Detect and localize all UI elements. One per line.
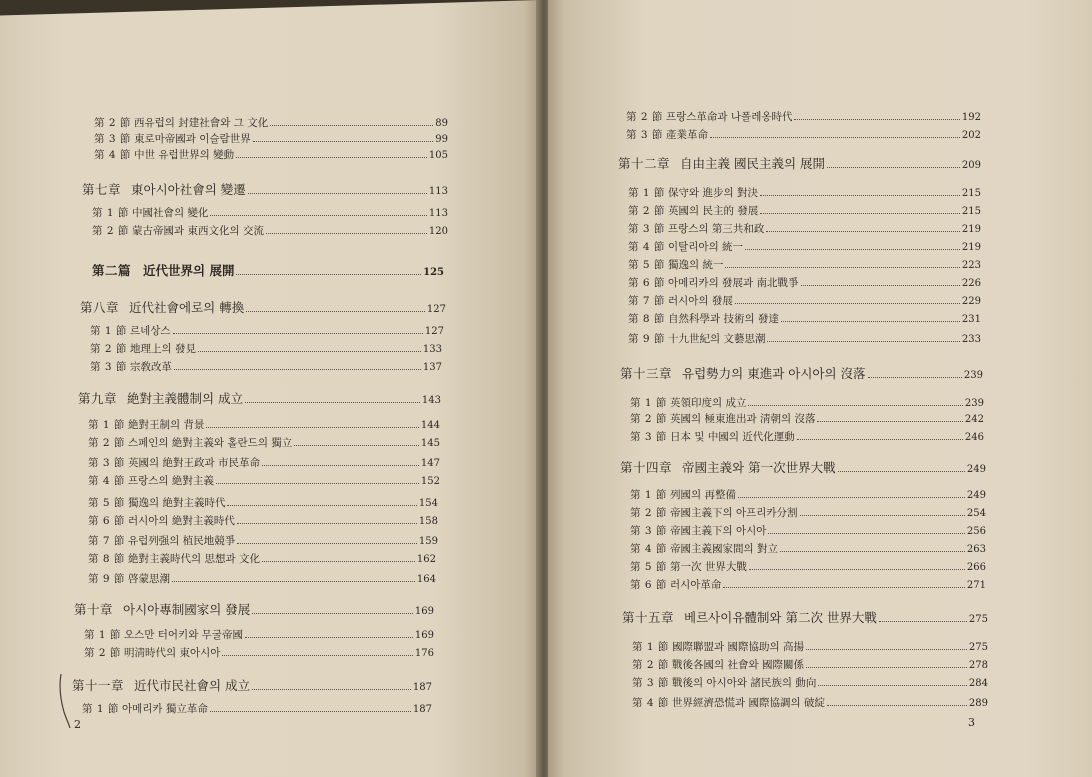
toc-entry-page: 229 [961, 296, 981, 307]
toc-entry-page: 289 [968, 698, 988, 709]
toc-entry-page: 105 [428, 150, 448, 161]
toc-entry-page: 159 [418, 536, 438, 547]
toc-entry-page: 246 [964, 432, 984, 443]
toc-entry-number: 第 4 節 [632, 697, 669, 709]
toc-entry-number: 第 4 節 [628, 241, 665, 253]
toc-entry-title: 아시아專制國家의 發展 [123, 602, 251, 617]
toc-section-entry [632, 696, 988, 711]
toc-entry-title: 蒙古帝國과 東西文化의 交流 [132, 225, 264, 237]
toc-entry-number: 第 6 節 [630, 579, 667, 591]
toc-section-entry [626, 128, 981, 143]
toc-entry-page: 144 [420, 420, 440, 431]
toc-entry-page: 133 [422, 344, 442, 355]
dot-leader [245, 629, 413, 638]
dot-leader [710, 129, 960, 138]
toc-entry-page: 164 [416, 574, 436, 585]
dot-leader [222, 647, 412, 656]
toc-entry-title: 러시아의 發展 [668, 295, 733, 307]
right-page-number: 3 [968, 716, 975, 729]
toc-section-entry [88, 534, 438, 549]
dot-leader [206, 419, 418, 428]
toc-entry-number: 第七章 [82, 182, 122, 197]
toc-entry-page: 226 [961, 278, 981, 289]
dot-leader [237, 535, 417, 544]
left-page-number: 2 [74, 718, 81, 731]
dot-leader [745, 241, 960, 250]
toc-entry-page: 209 [961, 160, 981, 171]
toc-entry-page: 266 [966, 562, 986, 573]
toc-section-entry [94, 116, 448, 131]
toc-entry-page: 284 [968, 678, 988, 689]
toc-entry-page: 231 [961, 314, 981, 325]
toc-section-entry [630, 396, 984, 411]
toc-entry-page: 99 [435, 134, 448, 145]
toc-section-entry [630, 430, 984, 445]
toc-section-entry [92, 224, 448, 239]
toc-entry-number: 第 3 節 [88, 457, 125, 469]
toc-entry-number: 第 7 節 [88, 535, 125, 547]
dot-leader [806, 641, 967, 650]
toc-entry-page: 192 [961, 112, 981, 123]
toc-section-entry [628, 332, 981, 347]
toc-entry-title: 絶對王制의 背景 [128, 419, 205, 431]
toc-entry-number: 第 2 節 [630, 413, 667, 425]
dot-leader [818, 677, 967, 686]
dot-leader [768, 525, 964, 534]
toc-section-entry [626, 110, 981, 125]
toc-entry-page: 113 [428, 208, 448, 219]
toc-section-entry [88, 496, 438, 511]
toc-section-entry [82, 702, 432, 717]
toc-section-entry [628, 186, 981, 201]
toc-entry-title: 오스만 터어키와 무굴帝國 [124, 629, 243, 641]
toc-entry-title: 宗敎改革 [130, 361, 172, 373]
dot-leader [253, 133, 434, 142]
dot-leader [838, 463, 965, 472]
toc-entry-page: 275 [968, 614, 988, 625]
toc-section-entry [628, 312, 981, 327]
toc-entry-title: 中世 유럽世界의 變動 [134, 149, 235, 161]
toc-section-entry [628, 204, 981, 219]
toc-entry-title: 東로마帝國과 이슬람世界 [134, 133, 251, 145]
toc-section-entry [628, 240, 981, 255]
toc-entry-number: 第 2 節 [84, 647, 121, 659]
toc-entry-title: 英國의 絶對王政과 市民革命 [128, 457, 260, 469]
toc-entry-page: 152 [420, 476, 440, 487]
toc-entry-number: 第 3 節 [90, 361, 127, 373]
toc-entry-page: 242 [964, 414, 984, 425]
toc-chapter-entry [620, 460, 986, 478]
toc-section-entry [628, 258, 981, 273]
toc-entry-number: 第 1 節 [630, 489, 667, 501]
toc-section-entry [94, 148, 448, 163]
toc-entry-title: 世界經濟恐慌과 國際協調의 破綻 [672, 697, 825, 709]
toc-entry-page: 271 [966, 580, 986, 591]
toc-chapter-entry [620, 366, 983, 384]
toc-section-entry [92, 206, 448, 221]
toc-entry-number: 第九章 [78, 391, 118, 406]
dot-leader [760, 187, 960, 196]
toc-section-entry [88, 418, 440, 433]
toc-entry-number: 第 7 節 [628, 295, 665, 307]
toc-entry-title: 絶對主義時代의 思想과 文化 [128, 553, 260, 565]
toc-entry-title: 帝國主義下의 아시아 [670, 525, 767, 537]
toc-section-entry [84, 646, 434, 661]
dot-leader [725, 259, 959, 268]
dot-leader [738, 489, 965, 498]
toc-section-entry [90, 360, 442, 375]
toc-entry-title: 啓蒙思潮 [128, 573, 170, 585]
dot-leader [262, 553, 415, 562]
toc-entry-page: 202 [961, 130, 981, 141]
toc-entry-title: 아메리카의 發展과 南北戰爭 [668, 277, 799, 289]
dot-leader [749, 561, 965, 570]
toc-section-entry [630, 560, 986, 575]
toc-entry-number: 第 8 節 [628, 313, 665, 325]
toc-entry-number: 第 4 節 [88, 475, 125, 487]
toc-entry-number: 第 2 節 [90, 343, 127, 355]
toc-entry-title: 아메리카 獨立革命 [122, 703, 208, 715]
toc-entry-page: 256 [966, 526, 986, 537]
dot-leader [246, 303, 425, 312]
toc-entry-title: 東아시아社會의 變遷 [131, 182, 246, 197]
toc-entry-number: 第 1 節 [84, 629, 121, 641]
toc-entry-title: 이탈리아의 統一 [668, 241, 744, 253]
toc-chapter-entry [622, 610, 988, 628]
toc-entry-number: 第 2 節 [626, 111, 663, 123]
toc-chapter-entry [80, 300, 446, 318]
toc-entry-number: 第 3 節 [626, 129, 663, 141]
toc-entry-title: 르네상스 [130, 325, 171, 337]
toc-entry-number: 第 2 節 [92, 225, 129, 237]
toc-entry-title: 프랑스의 第三共和政 [668, 223, 765, 235]
toc-section-entry [630, 542, 986, 557]
toc-entry-number: 第十二章 [618, 156, 671, 171]
toc-section-entry [630, 506, 986, 521]
toc-chapter-entry [74, 602, 434, 620]
toc-entry-title: 러시아革命 [670, 579, 722, 591]
toc-chapter-entry [72, 678, 432, 696]
toc-entry-page: 275 [968, 642, 988, 653]
toc-section-entry [632, 658, 988, 673]
toc-entry-page: 249 [966, 490, 986, 501]
dot-leader [766, 223, 959, 232]
toc-entry-page: 239 [964, 398, 984, 409]
dot-leader [210, 207, 426, 216]
dot-leader [801, 277, 960, 286]
toc-entry-number: 第 1 節 [632, 641, 669, 653]
toc-entry-title: 獨逸의 統一 [668, 259, 724, 271]
toc-chapter-entry [78, 391, 441, 409]
dot-leader [210, 703, 411, 712]
toc-entry-number: 第 3 節 [632, 677, 669, 689]
toc-entry-title: 戰後의 아시아와 諸民族의 動向 [672, 677, 817, 689]
toc-entry-page: 219 [961, 242, 981, 253]
toc-entry-number: 第 6 節 [628, 277, 665, 289]
dot-leader [236, 266, 421, 275]
toc-entry-title: 러시아의 絶對主義時代 [128, 515, 235, 527]
toc-entry-title: 列國의 再整備 [670, 489, 736, 501]
dot-leader [735, 295, 960, 304]
toc-entry-page: 162 [416, 554, 436, 565]
toc-entry-title: 中國社會의 變化 [132, 207, 209, 219]
toc-section-entry [632, 640, 988, 655]
toc-entry-title: 유럽列强의 植民地競爭 [128, 535, 236, 547]
toc-entry-page: 125 [423, 267, 444, 278]
toc-chapter-entry [618, 156, 981, 174]
pencil-mark [58, 672, 72, 730]
toc-section-entry [88, 474, 440, 489]
toc-section-entry [632, 676, 988, 691]
toc-section-entry [88, 436, 440, 451]
toc-entry-page: 176 [414, 648, 434, 659]
toc-entry-title: 近代世界의 展開 [143, 263, 235, 278]
toc-entry-number: 第 1 節 [92, 207, 129, 219]
toc-section-entry [628, 294, 981, 309]
toc-entry-number: 第 1 節 [88, 419, 125, 431]
toc-entry-title: 國際聯盟과 國際協助의 高揚 [672, 641, 804, 653]
toc-entry-number: 第八章 [80, 300, 120, 315]
toc-entry-page: 219 [961, 224, 981, 235]
toc-section-entry [628, 222, 981, 237]
toc-entry-number: 第 2 節 [628, 205, 665, 217]
toc-entry-number: 第 2 節 [632, 659, 669, 671]
toc-entry-number: 第 9 節 [88, 573, 125, 585]
toc-entry-page: 145 [420, 438, 440, 449]
toc-section-entry [630, 412, 984, 427]
toc-entry-title: 英領印度의 成立 [670, 397, 747, 409]
dot-leader [248, 185, 427, 194]
toc-entry-number: 第 4 節 [94, 149, 131, 161]
toc-entry-page: 215 [961, 188, 981, 199]
dot-leader [227, 497, 416, 506]
toc-entry-number: 第十一章 [72, 678, 125, 693]
toc-section-entry [84, 628, 434, 643]
toc-entry-title: 近代市民社會의 成立 [134, 678, 251, 693]
toc-entry-title: 保守와 進步의 對決 [668, 187, 758, 199]
toc-entry-page: 169 [414, 630, 434, 641]
toc-entry-page: 223 [961, 260, 981, 271]
dot-leader [174, 361, 421, 370]
toc-section-entry [94, 132, 448, 147]
toc-entry-title: 英國의 民主的 發展 [668, 205, 759, 217]
toc-entry-page: 249 [966, 464, 986, 475]
toc-entry-title: 베르사이유體制와 第二次 世界大戰 [684, 610, 877, 625]
toc-entry-page: 169 [414, 606, 434, 617]
dot-leader [236, 149, 427, 158]
toc-entry-page: 187 [412, 704, 432, 715]
toc-entry-page: 233 [961, 334, 981, 345]
toc-section-entry [88, 456, 440, 471]
toc-section-entry [88, 552, 436, 567]
toc-entry-page: 137 [422, 362, 442, 373]
toc-entry-number: 第 3 節 [94, 133, 131, 145]
dot-leader [868, 369, 962, 378]
toc-section-entry [630, 524, 986, 539]
toc-entry-number: 第 3 節 [630, 431, 667, 443]
toc-entry-page: 158 [418, 516, 438, 527]
dot-leader [723, 579, 964, 588]
toc-entry-number: 第 3 節 [630, 525, 667, 537]
dot-leader [252, 681, 411, 690]
dot-leader [294, 437, 419, 446]
toc-section-entry [628, 276, 981, 291]
toc-entry-number: 第 9 節 [628, 333, 665, 345]
toc-entry-page: 89 [435, 118, 448, 129]
toc-entry-number: 第 5 節 [88, 497, 125, 509]
toc-entry-page: 187 [412, 682, 432, 693]
toc-entry-number: 第 5 節 [630, 561, 667, 573]
toc-chapter-entry [82, 182, 448, 200]
toc-entry-title: 유럽勢力의 東進과 아시아의 沒落 [682, 366, 866, 381]
toc-section-entry [630, 488, 986, 503]
dot-leader [827, 697, 967, 706]
toc-entry-title: 스페인의 絶對主義와 홀란드의 獨立 [128, 437, 293, 449]
dot-leader [262, 457, 419, 466]
toc-entry-number: 第 8 節 [88, 553, 125, 565]
dot-leader [237, 515, 417, 524]
dot-leader [270, 117, 433, 126]
toc-entry-page: 215 [961, 206, 981, 217]
dot-leader [245, 394, 420, 403]
dot-leader [748, 397, 962, 406]
toc-section-entry [90, 324, 444, 339]
toc-entry-number: 第十五章 [622, 610, 675, 625]
toc-entry-number: 第 2 節 [630, 507, 667, 519]
dot-leader [794, 111, 959, 120]
dot-leader [800, 507, 965, 516]
dot-leader [252, 605, 413, 614]
toc-entry-page: 127 [424, 326, 444, 337]
toc-entry-title: 帝國主義下의 아프리카分割 [670, 507, 798, 519]
toc-entry-number: 第 6 節 [88, 515, 125, 527]
toc-entry-page: 278 [968, 660, 988, 671]
toc-entry-title: 明淸時代의 東아시아 [124, 647, 221, 659]
toc-entry-number: 第 5 節 [628, 259, 665, 271]
toc-entry-title: 十九世紀의 文藝思潮 [668, 333, 766, 345]
toc-entry-number: 第 2 節 [88, 437, 125, 449]
toc-entry-title: 帝國主義國家間의 對立 [670, 543, 778, 555]
toc-entry-number: 第 1 節 [90, 325, 127, 337]
toc-part-entry [92, 264, 444, 280]
toc-entry-title: 戰後各國의 社會와 國際關係 [672, 659, 804, 671]
toc-entry-page: 147 [420, 458, 440, 469]
toc-entry-title: 獨逸의 絶對主義時代 [128, 497, 226, 509]
toc-entry-title: 自由主義 國民主義의 展開 [680, 156, 826, 171]
toc-section-entry [88, 572, 436, 587]
toc-entry-number: 第十三章 [620, 366, 673, 381]
toc-entry-title: 英國의 極東進出과 淸朝의 沒落 [670, 413, 816, 425]
toc-section-entry [90, 342, 442, 357]
toc-entry-number: 第 1 節 [82, 703, 119, 715]
toc-section-entry [630, 578, 986, 593]
dot-leader [780, 543, 965, 552]
dot-leader [172, 573, 415, 582]
dot-leader [781, 313, 960, 322]
toc-entry-page: 127 [426, 304, 446, 315]
dot-leader [216, 475, 419, 484]
dot-leader [198, 343, 421, 352]
toc-entry-page: 120 [428, 226, 448, 237]
dot-leader [173, 325, 423, 334]
toc-entry-title: 프랑스革命과 나폴레옹時代 [666, 111, 793, 123]
toc-entry-number: 第 1 節 [630, 397, 667, 409]
dot-leader [817, 413, 962, 422]
toc-entry-page: 154 [418, 498, 438, 509]
toc-entry-page: 113 [428, 186, 448, 197]
toc-entry-title: 西유럽의 封建社會와 그 文化 [134, 117, 269, 129]
dot-leader [266, 225, 427, 234]
toc-entry-title: 帝國主義와 第一次世界大戰 [682, 460, 836, 475]
toc-entry-title: 地理上의 發見 [130, 343, 196, 355]
dot-leader [767, 333, 959, 342]
toc-entry-title: 產業革命 [666, 129, 708, 141]
toc-entry-number: 第 1 節 [628, 187, 665, 199]
toc-entry-number: 第 2 節 [94, 117, 131, 129]
toc-entry-number: 第二篇 [92, 263, 132, 278]
toc-entry-page: 254 [966, 508, 986, 519]
toc-entry-title: 絶對主義體制의 成立 [127, 391, 244, 406]
toc-entry-title: 近代社會에로의 轉換 [129, 300, 245, 315]
toc-entry-page: 263 [966, 544, 986, 555]
dot-leader [806, 659, 967, 668]
toc-entry-number: 第 4 節 [630, 543, 667, 555]
toc-entry-title: 第一次 世界大戰 [670, 561, 747, 573]
dot-leader [879, 613, 967, 622]
toc-entry-page: 143 [421, 395, 441, 406]
toc-entry-title: 日本 및 中國의 近代化運動 [670, 431, 795, 443]
dot-leader [760, 205, 960, 214]
toc-entry-number: 第十章 [74, 602, 114, 617]
dot-leader [797, 431, 963, 440]
toc-entry-number: 第 3 節 [628, 223, 665, 235]
toc-entry-page: 239 [963, 370, 983, 381]
toc-entry-title: 自然科學과 技術의 發達 [668, 313, 779, 325]
toc-section-entry [88, 514, 438, 529]
toc-entry-number: 第十四章 [620, 460, 673, 475]
dot-leader [827, 159, 960, 168]
toc-entry-title: 프랑스의 絶對主義 [128, 475, 214, 487]
